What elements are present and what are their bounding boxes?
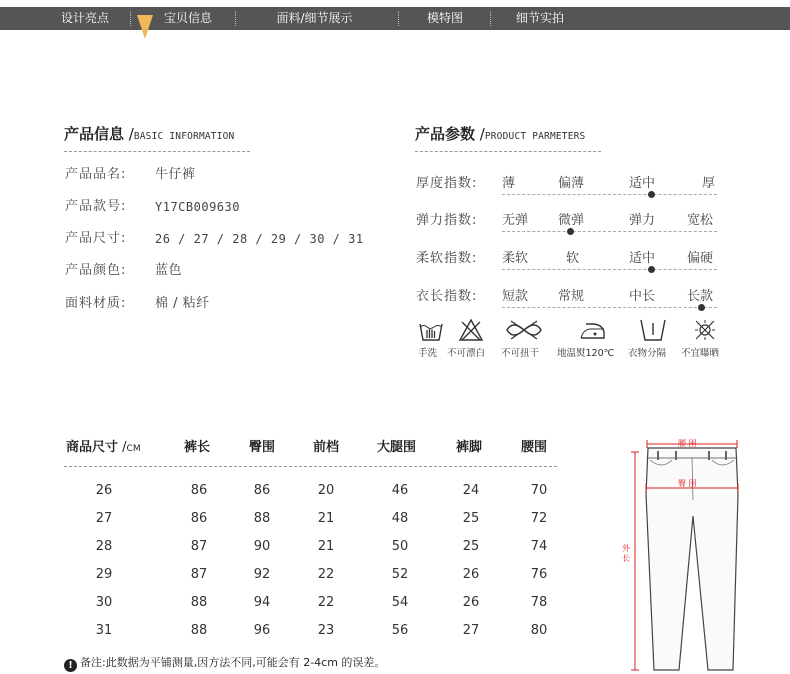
info-label: 面料材质: [65, 296, 127, 311]
table-cell: 22 [317, 567, 335, 582]
table-cell: 52 [391, 567, 409, 582]
table-cell: 25 [462, 539, 480, 554]
hip-label: 臀 围 [678, 479, 697, 488]
table-cell: 31 [95, 623, 113, 638]
param-option: 适中 [629, 251, 656, 266]
length-label: 外长 [622, 544, 630, 563]
table-cell: 26 [462, 567, 480, 582]
param-option: 偏薄 [558, 176, 585, 191]
size-note [64, 654, 385, 672]
table-cell: 20 [317, 483, 335, 498]
param-option: 短款 [502, 289, 529, 304]
table-cell: 87 [190, 567, 208, 582]
nav-decoration [0, 0, 790, 7]
param-option: 薄 [502, 176, 516, 191]
table-cell: 48 [391, 511, 409, 526]
param-label: 柔软指数: [416, 251, 478, 266]
param-option: 弹力 [629, 213, 656, 228]
table-header-unit: CM [126, 444, 141, 454]
param-option: 宽松 [687, 213, 714, 228]
table-cell: 74 [530, 539, 548, 554]
nav-item-info[interactable]: 宝贝信息 [163, 11, 212, 25]
info-value: 棉 / 粘纤 [155, 296, 210, 311]
table-cell: 28 [95, 539, 113, 554]
param-option: 常规 [558, 289, 585, 304]
care-label: 手洗 [418, 348, 438, 359]
table-cell: 87 [190, 539, 208, 554]
basic-info-title-cn: 产品信息 [64, 125, 125, 143]
no-bleach-icon [458, 318, 484, 342]
param-selected-dot [648, 266, 655, 273]
table-cell: 23 [317, 623, 335, 638]
table-divider [64, 466, 557, 467]
param-option: 厚 [702, 176, 716, 191]
table-cell: 72 [530, 511, 548, 526]
care-label: 不可扭干 [501, 348, 540, 359]
table-cell: 96 [253, 623, 271, 638]
param-option: 中长 [629, 289, 656, 304]
care-label: 不宜曝晒 [681, 348, 720, 359]
table-cell: 29 [95, 567, 113, 582]
table-header: 裤脚 [456, 440, 483, 455]
care-label: 衣物分隔 [628, 348, 667, 359]
table-cell: 80 [530, 623, 548, 638]
info-label: 产品款号: [65, 199, 127, 214]
table-cell: 25 [462, 511, 480, 526]
table-header-size: 商品尺寸 /CM [66, 440, 141, 455]
low-iron-icon [578, 318, 608, 342]
param-option: 微弹 [558, 213, 585, 228]
param-label: 弹力指数: [416, 213, 478, 228]
wash-separately-icon [638, 318, 668, 342]
info-value: 蓝色 [155, 263, 183, 278]
param-option: 无弹 [502, 213, 529, 228]
param-track [502, 231, 717, 232]
params-title-cn: 产品参数 [415, 125, 476, 143]
table-cell: 27 [95, 511, 113, 526]
nav-item-fabric[interactable]: 面料/细节展示 [276, 11, 353, 25]
param-option: 偏硬 [687, 251, 714, 266]
size-note-text: 备注:此数据为平铺测量,因方法不同,可能会有 2-4cm 的误差。 [80, 656, 386, 669]
table-cell: 26 [95, 483, 113, 498]
table-cell: 94 [253, 595, 271, 610]
param-option: 柔软 [502, 251, 529, 266]
care-label: 地温熨120℃ [557, 348, 615, 359]
table-cell: 88 [253, 511, 271, 526]
table-cell: 86 [190, 511, 208, 526]
basic-info-title: 产品信息 /BASIC INFORMATION [64, 125, 235, 143]
table-header: 前档 [313, 440, 340, 455]
info-value: Y17CB009630 [155, 200, 240, 214]
param-track [502, 307, 717, 308]
param-label: 衣长指数: [416, 289, 478, 304]
table-header: 大腿围 [377, 440, 417, 455]
nav-separator [235, 11, 236, 26]
params-title: 产品参数 /PRODUCT PARMETERS [415, 125, 586, 143]
table-cell: 21 [317, 511, 335, 526]
table-cell: 88 [190, 595, 208, 610]
param-track [502, 194, 717, 195]
table-cell: 54 [391, 595, 409, 610]
pants-diagram [600, 430, 740, 674]
table-header-label: 商品尺寸 [66, 440, 119, 455]
nav-item-model[interactable]: 模特图 [426, 11, 463, 25]
param-selected-dot [698, 304, 705, 311]
table-header: 裤长 [184, 440, 211, 455]
table-cell: 92 [253, 567, 271, 582]
basic-info-title-en: BASIC INFORMATION [133, 131, 235, 142]
param-option: 软 [566, 251, 580, 266]
table-cell: 30 [95, 595, 113, 610]
table-cell: 22 [317, 595, 335, 610]
divider [64, 151, 250, 152]
no-wring-icon [503, 318, 545, 342]
table-cell: 86 [190, 483, 208, 498]
param-track [502, 269, 717, 270]
nav-separator [398, 11, 399, 26]
warning-icon: ! [64, 659, 77, 672]
info-value: 牛仔裤 [155, 167, 196, 182]
param-option: 长款 [687, 289, 714, 304]
table-cell: 50 [391, 539, 409, 554]
nav-separator [490, 11, 491, 26]
table-cell: 90 [253, 539, 271, 554]
care-label: 不可漂白 [447, 348, 486, 359]
info-label: 产品尺寸: [65, 231, 127, 246]
info-label: 产品品名: [65, 167, 127, 182]
table-cell: 78 [530, 595, 548, 610]
no-sun-dry-icon [692, 318, 718, 342]
param-label: 厚度指数: [416, 176, 478, 191]
waist-label: 腰 围 [678, 439, 697, 448]
nav-separator [130, 11, 131, 26]
param-option: 适中 [629, 176, 656, 191]
table-cell: 27 [462, 623, 480, 638]
nav-item-design[interactable]: 设计亮点 [60, 11, 109, 25]
table-header: 腰围 [521, 440, 548, 455]
table-cell: 46 [391, 483, 409, 498]
table-cell: 88 [190, 623, 208, 638]
table-cell: 76 [530, 567, 548, 582]
info-label: 产品颜色: [65, 263, 127, 278]
table-cell: 21 [317, 539, 335, 554]
params-title-en: PRODUCT PARMETERS [484, 131, 586, 142]
table-cell: 70 [530, 483, 548, 498]
table-header: 臀围 [249, 440, 276, 455]
pants-outline [600, 430, 740, 674]
param-selected-dot [648, 191, 655, 198]
info-value: 26 / 27 / 28 / 29 / 30 / 31 [155, 232, 364, 246]
nav-item-detail[interactable]: 细节实拍 [515, 11, 564, 25]
divider [415, 151, 601, 152]
table-cell: 86 [253, 483, 271, 498]
table-cell: 24 [462, 483, 480, 498]
table-cell: 56 [391, 623, 409, 638]
param-selected-dot [567, 228, 574, 235]
hand-wash-icon [418, 318, 444, 342]
table-cell: 26 [462, 595, 480, 610]
